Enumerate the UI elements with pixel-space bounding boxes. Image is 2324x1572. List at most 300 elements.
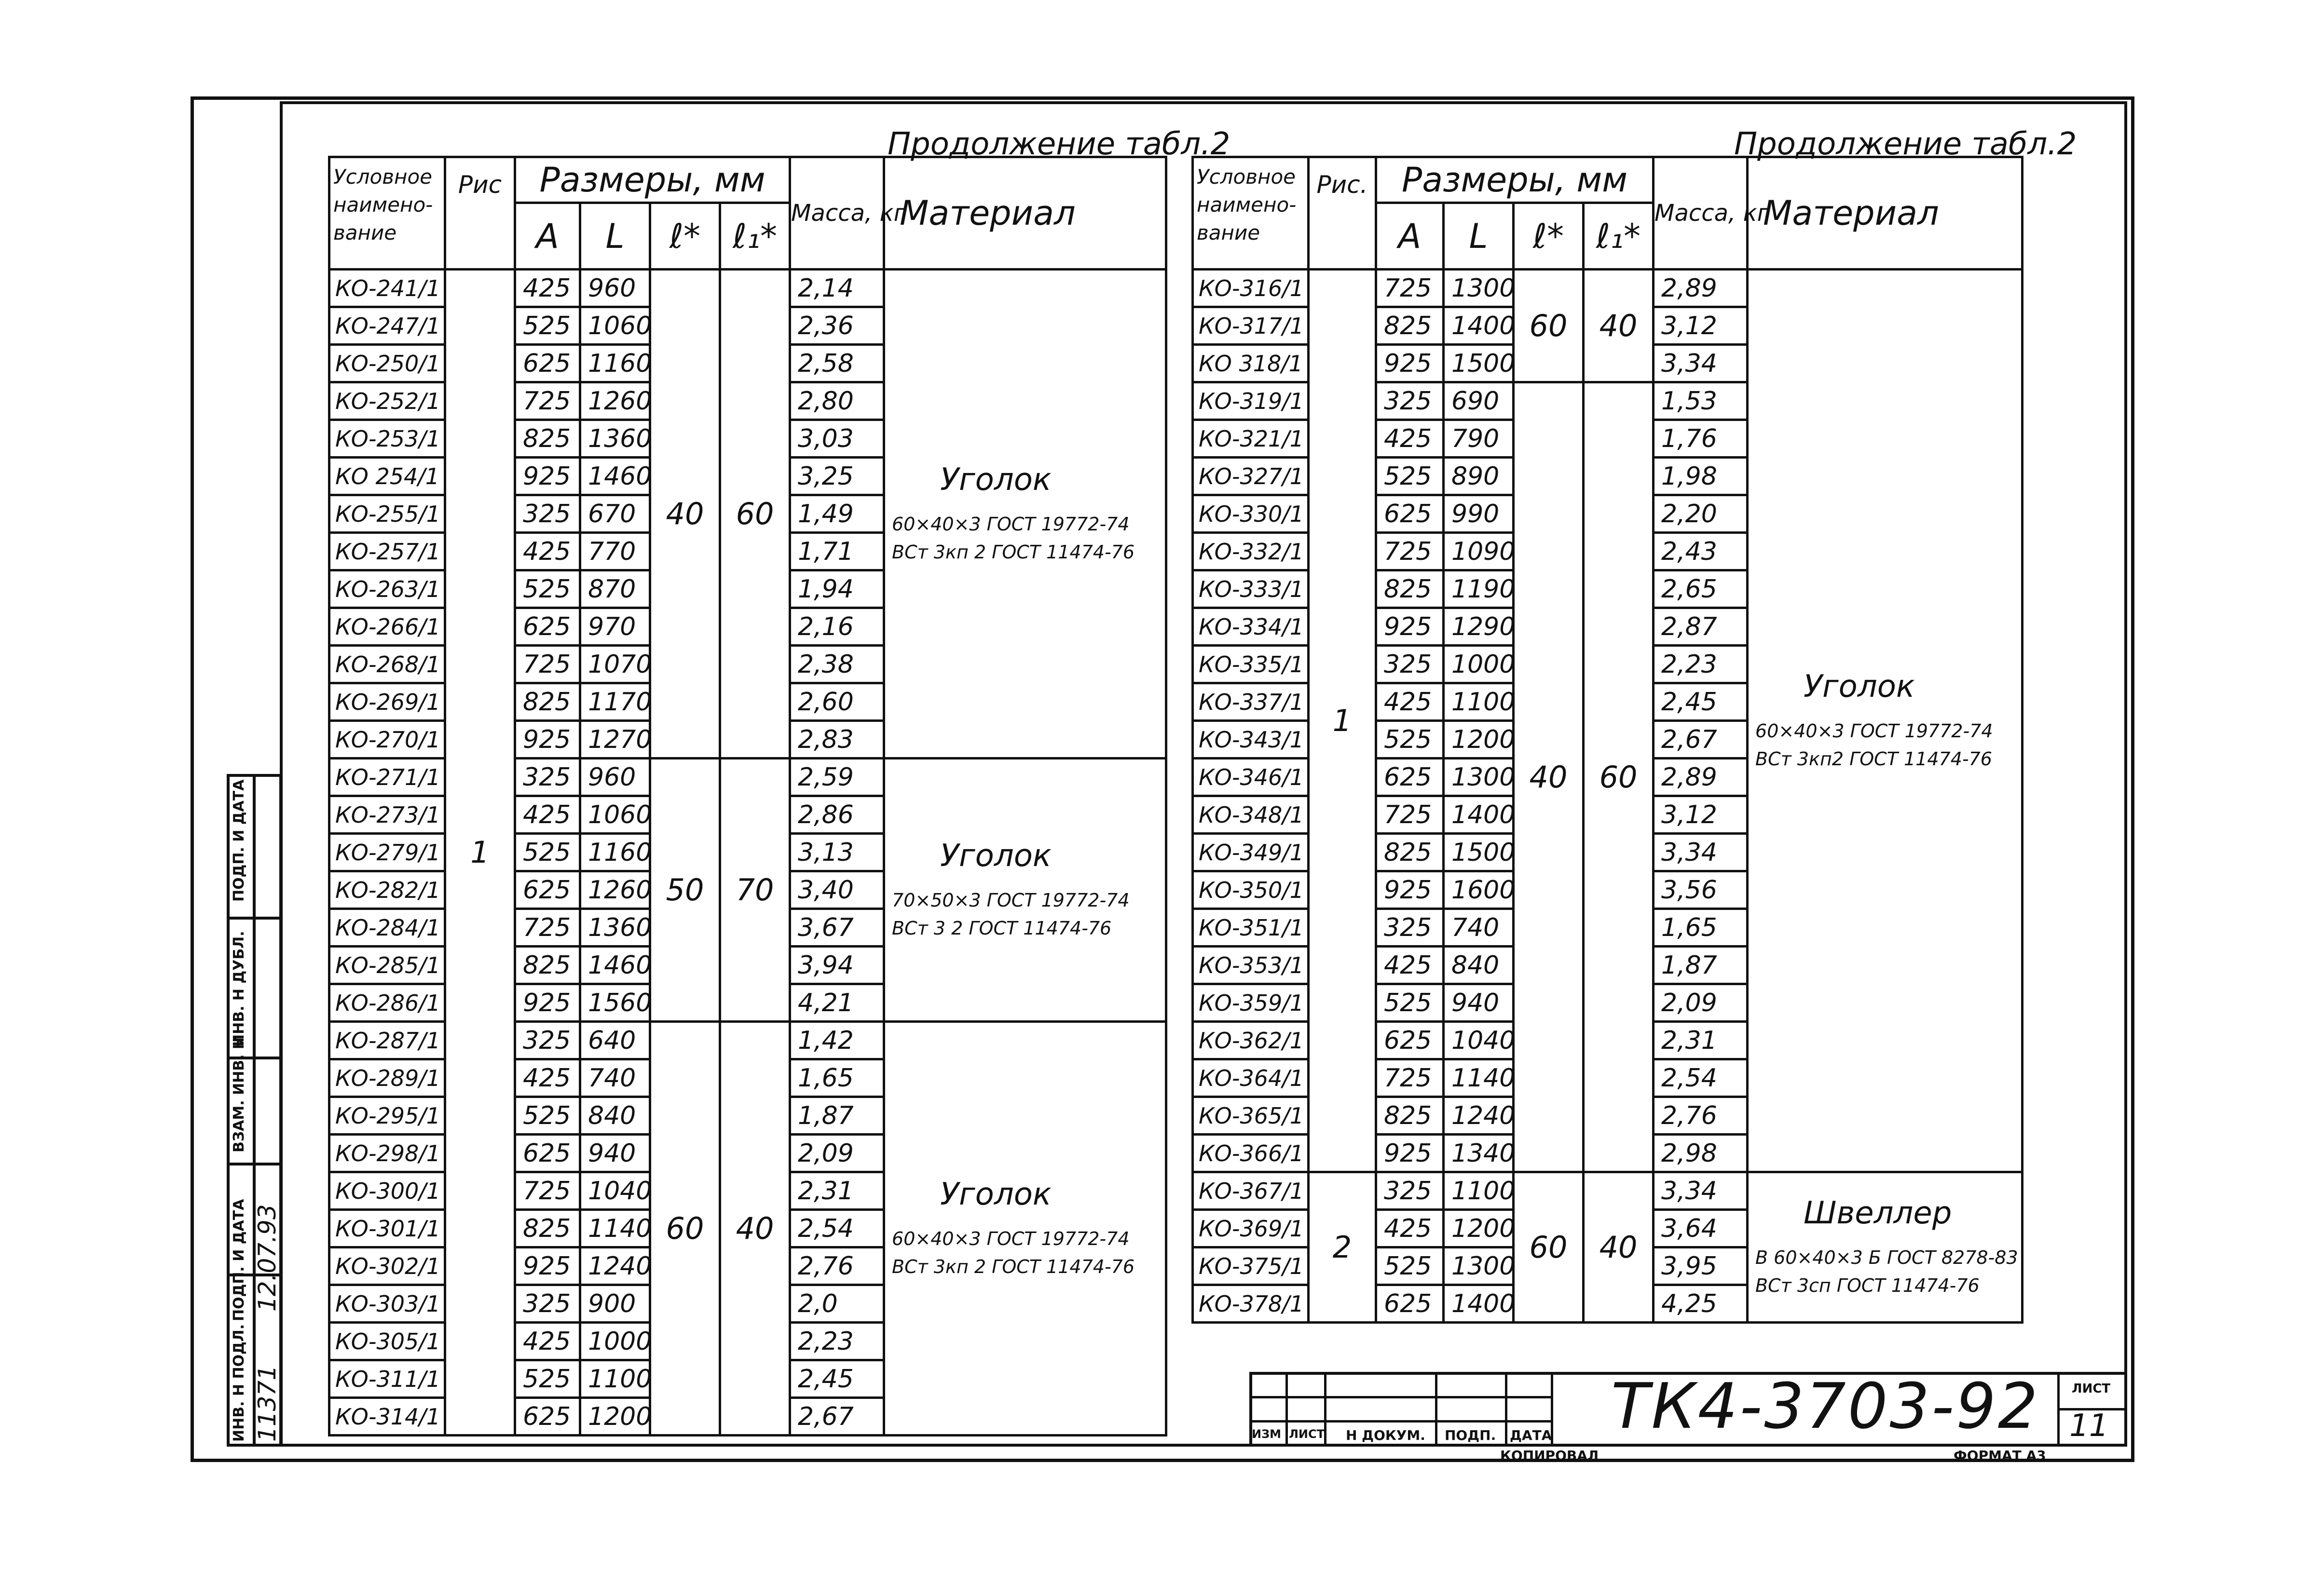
material-title: Уголок	[940, 461, 1052, 498]
size-l: 1140	[580, 1210, 650, 1247]
mass: 2,31	[1654, 1022, 1748, 1059]
size-l: 840	[580, 1097, 650, 1135]
size-l: 1500	[1444, 345, 1514, 382]
size-l: 1070	[580, 646, 650, 683]
designation: КО-353/1	[1193, 947, 1309, 984]
size-a: 425	[1376, 1210, 1444, 1247]
size-e1: 70	[720, 759, 790, 1022]
size-a: 625	[515, 1398, 580, 1436]
size-e: 60	[650, 1022, 720, 1436]
size-a: 925	[515, 721, 580, 759]
header-e: ℓ*	[650, 203, 720, 270]
designation: КО-279/1	[329, 834, 445, 871]
material-line-1: 60×40×3 ГОСТ 19772-74	[1755, 720, 1993, 742]
size-a: 425	[1376, 683, 1444, 721]
material-line-2: ВСт 3кп 2 ГОСТ 11474-76	[892, 1256, 1135, 1277]
size-a: 425	[1376, 420, 1444, 458]
size-l: 1000	[1444, 646, 1514, 683]
designation: КО-255/1	[329, 495, 445, 533]
size-a: 525	[515, 570, 580, 608]
material-line-2: ВСт 3кп2 ГОСТ 11474-76	[1755, 748, 1992, 770]
mass: 4,25	[1654, 1285, 1748, 1323]
material-cell	[1748, 270, 2023, 1172]
format-label: ФОРМАТ А3	[1954, 1448, 2046, 1464]
size-a: 925	[515, 458, 580, 495]
mass: 1,87	[1654, 947, 1748, 984]
mass: 2,59	[790, 759, 884, 796]
designation: КО-268/1	[329, 646, 445, 683]
size-l: 1290	[1444, 608, 1514, 646]
mass: 1,42	[790, 1022, 884, 1059]
size-a: 325	[1376, 646, 1444, 683]
size-l: 1400	[1444, 307, 1514, 345]
document-number: ТК4-3703-92	[1611, 1369, 2040, 1443]
size-a: 525	[515, 1097, 580, 1135]
size-a: 325	[515, 1285, 580, 1323]
designation: КО-257/1	[329, 533, 445, 570]
size-l: 1340	[1444, 1135, 1514, 1172]
mass: 3,13	[790, 834, 884, 871]
designation: КО-321/1	[1193, 420, 1309, 458]
designation: КО-335/1	[1193, 646, 1309, 683]
designation: КО-366/1	[1193, 1135, 1309, 1172]
mass: 3,67	[790, 909, 884, 947]
tb-col-podp: ПОДП.	[1445, 1427, 1496, 1443]
size-l: 1140	[1444, 1059, 1514, 1097]
size-a: 725	[515, 1172, 580, 1210]
size-l: 1260	[580, 382, 650, 420]
size-a: 525	[1376, 984, 1444, 1022]
size-a: 625	[1376, 495, 1444, 533]
designation: КО-287/1	[329, 1022, 445, 1059]
mass: 1,98	[1654, 458, 1748, 495]
size-l: 960	[580, 270, 650, 307]
designation: КО-271/1	[329, 759, 445, 796]
side-label-4: ИНВ. Н ДУБЛ.	[231, 931, 247, 1046]
size-a: 625	[515, 871, 580, 909]
designation: КО-378/1	[1193, 1285, 1309, 1323]
mass: 1,49	[790, 495, 884, 533]
size-l: 1400	[1444, 796, 1514, 834]
size-l: 690	[1444, 382, 1514, 420]
size-a: 425	[515, 1323, 580, 1360]
mass: 2,43	[1654, 533, 1748, 570]
header-e1: ℓ₁*	[1584, 203, 1654, 270]
mass: 1,71	[790, 533, 884, 570]
designation: КО-269/1	[329, 683, 445, 721]
size-a: 525	[515, 307, 580, 345]
designation: КО-295/1	[329, 1097, 445, 1135]
size-e1: 40	[1584, 1172, 1654, 1323]
designation: КО-350/1	[1193, 871, 1309, 909]
mass: 3,64	[1654, 1210, 1748, 1247]
size-l: 1360	[580, 909, 650, 947]
mass: 2,38	[790, 646, 884, 683]
designation: КО-253/1	[329, 420, 445, 458]
size-l: 1460	[580, 947, 650, 984]
size-l: 740	[1444, 909, 1514, 947]
size-a: 425	[515, 1059, 580, 1097]
size-a: 525	[1376, 458, 1444, 495]
header-l: L	[1444, 203, 1514, 270]
mass: 2,67	[1654, 721, 1748, 759]
size-a: 625	[1376, 1285, 1444, 1323]
mass: 1,87	[790, 1097, 884, 1135]
tb-col-data: ДАТА	[1510, 1427, 1552, 1443]
mass: 2,80	[790, 382, 884, 420]
header-material: Материал	[1748, 157, 2023, 270]
size-l: 1360	[580, 420, 650, 458]
material-line-1: 70×50×3 ГОСТ 19772-74	[892, 889, 1130, 911]
tb-col-list: ЛИСТ	[1289, 1427, 1325, 1441]
header-e: ℓ*	[1514, 203, 1584, 270]
size-l: 900	[580, 1285, 650, 1323]
mass: 2,23	[790, 1323, 884, 1360]
size-a: 925	[1376, 1135, 1444, 1172]
designation: КО-319/1	[1193, 382, 1309, 420]
designation: КО-359/1	[1193, 984, 1309, 1022]
mass: 1,65	[1654, 909, 1748, 947]
mass: 3,34	[1654, 834, 1748, 871]
designation: КО-266/1	[329, 608, 445, 646]
side-label-2: ПОДП. И ДАТА	[231, 1199, 247, 1321]
designation: КО-351/1	[1193, 909, 1309, 947]
designation: КО-300/1	[329, 1172, 445, 1210]
material-title: Уголок	[940, 838, 1052, 874]
material-cell	[1748, 1172, 2023, 1323]
designation: КО-337/1	[1193, 683, 1309, 721]
header-sizes: Размеры, мм	[1376, 157, 1654, 203]
designation: КО-314/1	[329, 1398, 445, 1436]
size-l: 1270	[580, 721, 650, 759]
material-title: Уголок	[1804, 668, 1915, 705]
designation: КО-369/1	[1193, 1210, 1309, 1247]
mass: 2,09	[790, 1135, 884, 1172]
material-line-1: 60×40×3 ГОСТ 19772-74	[892, 1228, 1130, 1249]
table-row	[1193, 270, 2023, 307]
size-l: 1160	[580, 345, 650, 382]
size-a: 325	[1376, 909, 1444, 947]
designation: КО-252/1	[329, 382, 445, 420]
right-table	[1191, 156, 2023, 1324]
size-l: 770	[580, 533, 650, 570]
mass: 1,76	[1654, 420, 1748, 458]
designation: КО-302/1	[329, 1247, 445, 1285]
size-a: 925	[515, 984, 580, 1022]
size-l: 1190	[1444, 570, 1514, 608]
size-l: 1100	[1444, 683, 1514, 721]
size-a: 925	[515, 1247, 580, 1285]
mass: 1,65	[790, 1059, 884, 1097]
mass: 3,12	[1654, 307, 1748, 345]
size-l: 640	[580, 1022, 650, 1059]
size-a: 725	[515, 909, 580, 947]
size-a: 825	[1376, 1097, 1444, 1135]
size-l: 960	[580, 759, 650, 796]
size-l: 840	[1444, 947, 1514, 984]
size-l: 890	[1444, 458, 1514, 495]
mass: 2,58	[790, 345, 884, 382]
mass: 2,09	[1654, 984, 1748, 1022]
mass: 2,20	[1654, 495, 1748, 533]
size-l: 940	[1444, 984, 1514, 1022]
designation: КО-327/1	[1193, 458, 1309, 495]
mass: 2,54	[790, 1210, 884, 1247]
side-value-date: 12.07.93	[253, 1204, 281, 1312]
mass: 3,95	[1654, 1247, 1748, 1285]
size-l: 1460	[580, 458, 650, 495]
size-l: 1560	[580, 984, 650, 1022]
mass: 3,25	[790, 458, 884, 495]
mass: 3,12	[1654, 796, 1748, 834]
size-a: 625	[515, 345, 580, 382]
material-line-1: 60×40×3 ГОСТ 19772-74	[892, 513, 1130, 535]
designation: КО-301/1	[329, 1210, 445, 1247]
size-l: 1040	[1444, 1022, 1514, 1059]
size-a: 825	[515, 420, 580, 458]
size-l: 1200	[580, 1398, 650, 1436]
mass: 3,34	[1654, 1172, 1748, 1210]
material-line-2: ВСт 3 2 ГОСТ 11474-76	[892, 917, 1112, 939]
designation: КО-263/1	[329, 570, 445, 608]
size-a: 725	[1376, 1059, 1444, 1097]
size-l: 1260	[580, 871, 650, 909]
side-value-inv: 11371	[253, 1365, 281, 1442]
mass: 4,21	[790, 984, 884, 1022]
size-a: 425	[515, 796, 580, 834]
mass: 3,94	[790, 947, 884, 984]
mass: 2,87	[1654, 608, 1748, 646]
material-line-1: В 60×40×3 Б ГОСТ 8278-83	[1755, 1247, 2018, 1268]
sheet-number: 11	[2069, 1408, 2109, 1444]
material-title: Швеллер	[1804, 1195, 1952, 1231]
mass: 3,56	[1654, 871, 1748, 909]
size-l: 940	[580, 1135, 650, 1172]
mass: 2,45	[790, 1360, 884, 1398]
size-l: 1300	[1444, 759, 1514, 796]
mass: 2,54	[1654, 1059, 1748, 1097]
side-label-5: ПОДП. И ДАТА	[231, 779, 247, 902]
mass: 2,86	[790, 796, 884, 834]
size-a: 525	[1376, 721, 1444, 759]
designation: КО-316/1	[1193, 270, 1309, 307]
designation: КО-375/1	[1193, 1247, 1309, 1285]
mass: 2,89	[1654, 759, 1748, 796]
size-l: 870	[580, 570, 650, 608]
side-label-3: ВЗАМ. ИНВ. Н	[231, 1037, 247, 1152]
size-a: 725	[1376, 270, 1444, 307]
designation: КО-367/1	[1193, 1172, 1309, 1210]
size-a: 325	[515, 1022, 580, 1059]
designation: КО-343/1	[1193, 721, 1309, 759]
designation: КО-317/1	[1193, 307, 1309, 345]
designation: КО-285/1	[329, 947, 445, 984]
mass: 1,94	[790, 570, 884, 608]
size-a: 825	[515, 683, 580, 721]
side-label-1: ИНВ. Н ПОДЛ.	[231, 1324, 247, 1442]
copied-label: КОПИРОВАЛ	[1500, 1448, 1599, 1464]
size-a: 525	[1376, 1247, 1444, 1285]
header-e1: ℓ₁*	[720, 203, 790, 270]
size-a: 825	[1376, 570, 1444, 608]
size-l: 1240	[1444, 1097, 1514, 1135]
mass: 2,65	[1654, 570, 1748, 608]
figure-number: 1	[1309, 270, 1376, 1172]
mass: 2,0	[790, 1285, 884, 1323]
size-a: 525	[515, 1360, 580, 1398]
designation: КО-365/1	[1193, 1097, 1309, 1135]
mass: 2,36	[790, 307, 884, 345]
designation: КО-333/1	[1193, 570, 1309, 608]
size-l: 1300	[1444, 1247, 1514, 1285]
size-a: 325	[1376, 1172, 1444, 1210]
size-a: 425	[515, 533, 580, 570]
size-a: 525	[515, 834, 580, 871]
mass: 2,16	[790, 608, 884, 646]
tb-col-izm: ИЗМ	[1252, 1427, 1282, 1441]
designation: КО 318/1	[1193, 345, 1309, 382]
header-a: A	[1376, 203, 1444, 270]
size-l: 970	[580, 608, 650, 646]
designation: КО-284/1	[329, 909, 445, 947]
material-cell	[884, 759, 1166, 1022]
size-l: 1400	[1444, 1285, 1514, 1323]
header-name: Условное наимено-вание	[329, 157, 445, 270]
mass: 2,76	[790, 1247, 884, 1285]
designation: КО-349/1	[1193, 834, 1309, 871]
header-material: Материал	[884, 157, 1166, 270]
size-e1: 40	[1584, 270, 1654, 382]
size-l: 670	[580, 495, 650, 533]
mass: 2,76	[1654, 1097, 1748, 1135]
designation: КО-334/1	[1193, 608, 1309, 646]
material-line-2: ВСт 3кп 2 ГОСТ 11474-76	[892, 541, 1135, 563]
mass: 3,40	[790, 871, 884, 909]
size-a: 925	[1376, 871, 1444, 909]
size-l: 1060	[580, 796, 650, 834]
size-a: 825	[515, 1210, 580, 1247]
designation: КО-303/1	[329, 1285, 445, 1323]
header-name: Условное наимено-вание	[1193, 157, 1309, 270]
mass: 2,98	[1654, 1135, 1748, 1172]
size-a: 325	[515, 759, 580, 796]
size-l: 1170	[580, 683, 650, 721]
mass: 2,31	[790, 1172, 884, 1210]
size-l: 1100	[1444, 1172, 1514, 1210]
header-ris: Рис.	[1309, 157, 1376, 270]
size-l: 1200	[1444, 721, 1514, 759]
size-a: 425	[515, 270, 580, 307]
header-l: L	[580, 203, 650, 270]
designation: КО-273/1	[329, 796, 445, 834]
designation: КО-330/1	[1193, 495, 1309, 533]
mass: 2,60	[790, 683, 884, 721]
size-l: 1060	[580, 307, 650, 345]
designation: КО-289/1	[329, 1059, 445, 1097]
designation: КО-348/1	[1193, 796, 1309, 834]
size-a: 925	[1376, 608, 1444, 646]
size-l: 1000	[580, 1323, 650, 1360]
figure-number: 2	[1309, 1172, 1376, 1323]
mass: 2,23	[1654, 646, 1748, 683]
designation: КО-250/1	[329, 345, 445, 382]
size-a: 825	[1376, 834, 1444, 871]
header-mass: Масса, кг	[790, 157, 884, 270]
mass: 1,53	[1654, 382, 1748, 420]
header-ris: Рис	[445, 157, 515, 270]
size-a: 425	[1376, 947, 1444, 984]
size-a: 625	[515, 1135, 580, 1172]
size-e: 60	[1514, 270, 1584, 382]
designation: КО-270/1	[329, 721, 445, 759]
size-a: 925	[1376, 345, 1444, 382]
material-title: Уголок	[940, 1176, 1052, 1212]
mass: 2,89	[1654, 270, 1748, 307]
size-l: 1100	[580, 1360, 650, 1398]
header-mass: Масса, кг	[1654, 157, 1748, 270]
mass: 3,03	[790, 420, 884, 458]
designation: КО-241/1	[329, 270, 445, 307]
designation: КО 254/1	[329, 458, 445, 495]
size-e: 60	[1514, 1172, 1584, 1323]
size-l: 1500	[1444, 834, 1514, 871]
size-l: 1090	[1444, 533, 1514, 570]
size-a: 625	[1376, 1022, 1444, 1059]
size-a: 725	[1376, 533, 1444, 570]
size-a: 325	[1376, 382, 1444, 420]
designation: КО-332/1	[1193, 533, 1309, 570]
designation: КО-311/1	[329, 1360, 445, 1398]
left-table	[328, 156, 1167, 1436]
material-line-2: ВСт 3сп ГОСТ 11474-76	[1755, 1274, 1980, 1296]
size-a: 725	[515, 646, 580, 683]
size-a: 725	[1376, 796, 1444, 834]
size-e: 40	[1514, 382, 1584, 1172]
size-e: 50	[650, 759, 720, 1022]
designation: КО-362/1	[1193, 1022, 1309, 1059]
designation: КО-364/1	[1193, 1059, 1309, 1097]
header-sizes: Размеры, мм	[515, 157, 790, 203]
table-row	[1193, 1172, 2023, 1210]
size-l: 1300	[1444, 270, 1514, 307]
designation: КО-305/1	[329, 1323, 445, 1360]
designation: КО-346/1	[1193, 759, 1309, 796]
size-e1: 40	[720, 1022, 790, 1436]
mass: 2,67	[790, 1398, 884, 1436]
size-l: 1160	[580, 834, 650, 871]
size-l: 990	[1444, 495, 1514, 533]
sheet-label: ЛИСТ	[2072, 1382, 2111, 1396]
size-a: 325	[515, 495, 580, 533]
size-l: 740	[580, 1059, 650, 1097]
size-e1: 60	[1584, 382, 1654, 1172]
designation: КО-282/1	[329, 871, 445, 909]
table-row	[329, 270, 1166, 307]
header-a: A	[515, 203, 580, 270]
mass: 2,45	[1654, 683, 1748, 721]
size-a: 825	[1376, 307, 1444, 345]
size-a: 725	[515, 382, 580, 420]
size-e: 40	[650, 270, 720, 759]
mass: 3,34	[1654, 345, 1748, 382]
size-a: 625	[515, 608, 580, 646]
designation: КО-298/1	[329, 1135, 445, 1172]
left-caption: Продолжение табл.2	[888, 126, 1230, 162]
tb-col-ndokum: Н ДОКУМ.	[1346, 1427, 1425, 1443]
figure-number: 1	[445, 270, 515, 1436]
size-e1: 60	[720, 270, 790, 759]
size-l: 1600	[1444, 871, 1514, 909]
